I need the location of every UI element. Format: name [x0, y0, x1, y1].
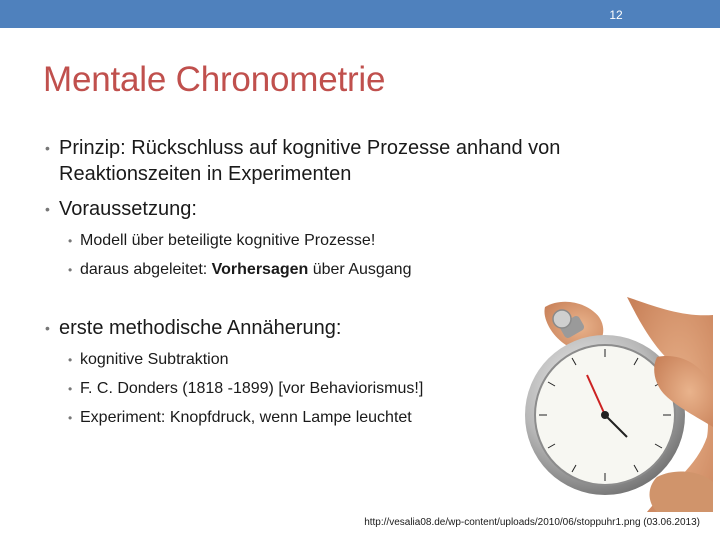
subbullet-experiment-text: Experiment: Knopfdruck, wenn Lampe leuchtet	[80, 409, 412, 426]
image-source-caption: http://vesalia08.de/wp-content/uploads/2010/06/stoppuhr1.png (03.06.2013)	[364, 517, 700, 528]
bullet-requirement	[45, 197, 197, 221]
bullet-principle	[45, 136, 561, 160]
subbullet-prediction-pre: daraus abgeleitet:	[80, 261, 212, 278]
subbullet-donders-text: F. C. Donders (1818 -1899) [vor Behaviorismus!]	[80, 380, 424, 397]
bullet-requirement-text: Voraussetzung:	[59, 198, 197, 220]
bullet-dot-icon: •	[45, 140, 50, 156]
subbullet-donders	[68, 379, 424, 399]
bullet-dot-icon: •	[45, 201, 50, 217]
subbullet-subtraction-text: kognitive Subtraktion	[80, 351, 229, 368]
bullet-first-approach	[45, 316, 342, 340]
subbullet-prediction	[68, 260, 412, 280]
bullet-principle-continued	[59, 162, 351, 186]
bullet-dot-icon: •	[68, 382, 73, 396]
bullet-dot-icon: •	[68, 353, 73, 367]
subbullet-prediction-post: über Ausgang	[308, 261, 412, 278]
bullet-principle-line1: Prinzip: Rückschluss auf kognitive Prozesse anhand von	[59, 137, 561, 159]
slide-number: 12	[609, 8, 623, 22]
bullet-principle-line2: Reaktionszeiten in Experimenten	[59, 163, 352, 185]
bullet-first-approach-text: erste methodische Annäherung:	[59, 317, 342, 339]
bullet-dot-icon: •	[68, 411, 73, 425]
bullet-dot-icon: •	[45, 320, 50, 336]
subbullet-model	[68, 231, 376, 251]
bullet-dot-icon: •	[68, 234, 73, 248]
bullet-dot-icon: •	[68, 263, 73, 277]
subbullet-subtraction	[68, 350, 229, 370]
stopwatch-in-hand-photo	[507, 297, 713, 512]
slide-title: Mentale Chronometrie	[43, 60, 386, 99]
subbullet-model-text: Modell über beteiligte kognitive Prozesse!	[80, 232, 376, 249]
subbullet-experiment	[68, 408, 412, 428]
subbullet-prediction-bold: Vorhersagen	[211, 261, 309, 278]
